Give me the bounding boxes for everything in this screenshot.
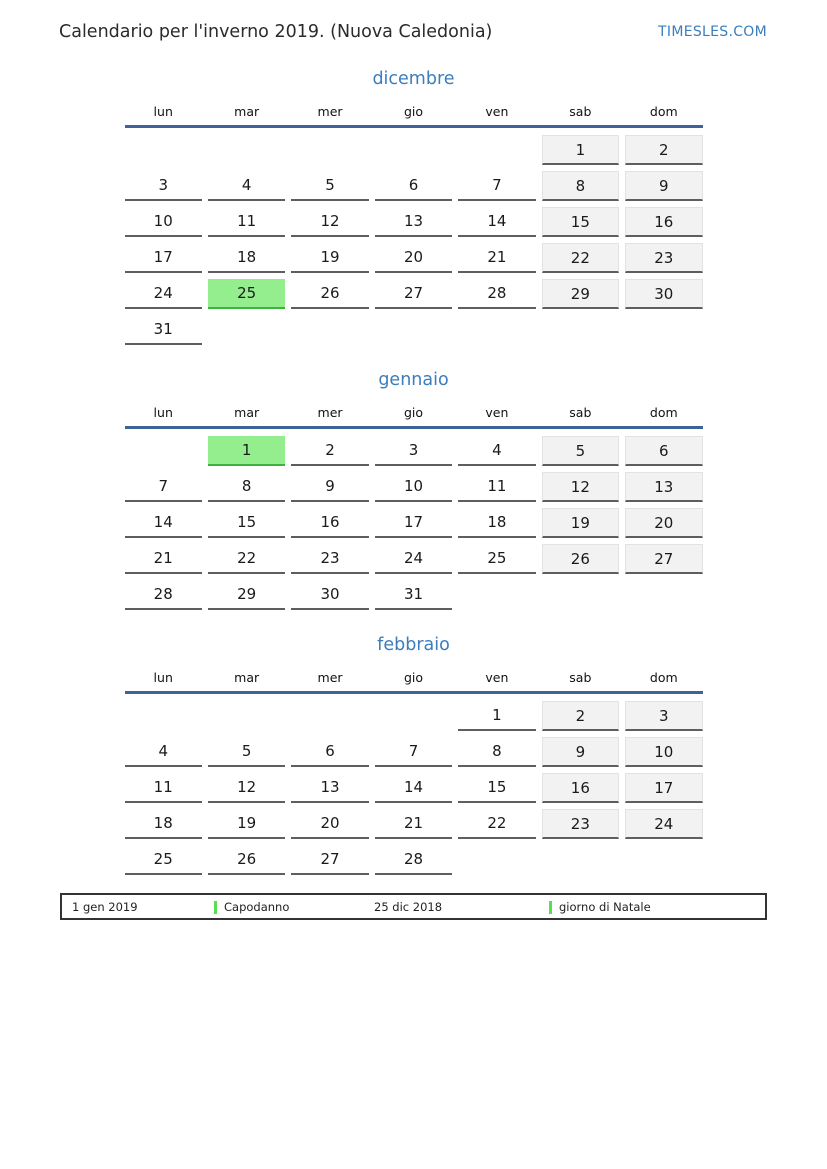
weekday-header: mer — [317, 405, 343, 420]
holiday-marker-icon — [214, 901, 217, 914]
weeks-grid — [125, 436, 703, 610]
day-cell: 14 — [458, 207, 535, 237]
day-cell: 2 — [625, 135, 702, 165]
weekday-header: sab — [569, 405, 592, 420]
day-cell: 12 — [542, 472, 619, 502]
day-cell: 12 — [291, 207, 368, 237]
day-cell-empty — [458, 135, 535, 165]
day-cell: 27 — [625, 544, 702, 574]
weekday-header: mar — [234, 104, 260, 119]
day-cell: 5 — [291, 171, 368, 201]
day-cell-empty — [542, 845, 619, 875]
day-cell-empty — [208, 701, 285, 731]
day-cell: 13 — [291, 773, 368, 803]
page-title: Calendario per l'inverno 2019. (Nuova Caledonia) — [59, 22, 493, 42]
day-cell: 16 — [291, 508, 368, 538]
day-cell: 5 — [208, 737, 285, 767]
day-cell: 24 — [375, 544, 452, 574]
day-cell: 12 — [208, 773, 285, 803]
weekday-header: ven — [485, 104, 509, 119]
weekday-header: ven — [485, 405, 509, 420]
day-cell: 19 — [291, 243, 368, 273]
day-cell: 24 — [125, 279, 202, 309]
week-row — [125, 737, 703, 767]
weekday-header: mar — [234, 670, 260, 685]
legend-entry — [214, 900, 374, 914]
weekday-header: ven — [485, 670, 509, 685]
week-row — [125, 809, 703, 839]
weekday-header: gio — [403, 405, 424, 420]
day-cell: 11 — [208, 207, 285, 237]
day-cell: 4 — [458, 436, 535, 466]
day-cell-empty — [625, 315, 702, 345]
week-row — [125, 207, 703, 237]
day-cell: 21 — [125, 544, 202, 574]
day-cell-empty — [291, 135, 368, 165]
day-cell: 26 — [291, 279, 368, 309]
day-cell: 20 — [625, 508, 702, 538]
month-section-gennaio — [125, 369, 703, 610]
day-cell: 22 — [208, 544, 285, 574]
day-cell: 19 — [208, 809, 285, 839]
week-row — [125, 472, 703, 502]
weekday-header: lun — [153, 104, 173, 119]
day-cell: 2 — [291, 436, 368, 466]
day-cell: 11 — [458, 472, 535, 502]
weeks-grid — [125, 701, 703, 875]
weekday-header: mar — [234, 405, 260, 420]
day-cell: 18 — [458, 508, 535, 538]
day-cell: 6 — [625, 436, 702, 466]
day-cell-empty — [458, 315, 535, 345]
day-cell: 9 — [625, 171, 702, 201]
day-cell: 21 — [458, 243, 535, 273]
day-cell: 25 — [458, 544, 535, 574]
day-cell: 22 — [458, 809, 535, 839]
day-cell: 9 — [542, 737, 619, 767]
day-cell: 26 — [542, 544, 619, 574]
week-row — [125, 544, 703, 574]
day-cell: 11 — [125, 773, 202, 803]
day-cell-empty — [542, 580, 619, 610]
weekday-header: dom — [649, 670, 678, 685]
day-cell: 18 — [208, 243, 285, 273]
site-link[interactable]: TIMESLES.COM — [658, 24, 767, 40]
month-section-febbraio — [125, 634, 703, 875]
day-cell: 14 — [125, 508, 202, 538]
legend-label: giorno di Natale — [559, 899, 651, 914]
day-cell: 15 — [542, 207, 619, 237]
week-row — [125, 171, 703, 201]
day-cell-empty — [458, 580, 535, 610]
header-divider-line — [125, 426, 703, 429]
day-cell: 22 — [542, 243, 619, 273]
day-cell-empty — [291, 315, 368, 345]
weekday-header: mer — [317, 104, 343, 119]
day-cell: 8 — [208, 472, 285, 502]
day-cell: 9 — [291, 472, 368, 502]
day-cell: 27 — [291, 845, 368, 875]
day-cell: 3 — [125, 171, 202, 201]
header-divider-line — [125, 125, 703, 128]
week-row — [125, 315, 703, 345]
holiday-marker-icon — [549, 901, 552, 914]
weekday-header: sab — [569, 104, 592, 119]
legend-box — [60, 893, 767, 920]
day-cell-empty — [291, 701, 368, 731]
day-cell-empty — [625, 580, 702, 610]
day-cell: 14 — [375, 773, 452, 803]
day-cell: 10 — [625, 737, 702, 767]
week-row — [125, 701, 703, 731]
day-cell-empty — [125, 135, 202, 165]
weekday-header: dom — [649, 405, 678, 420]
week-row — [125, 135, 703, 165]
legend-row — [62, 895, 765, 918]
month-title: dicembre — [372, 69, 455, 89]
day-cell: 13 — [375, 207, 452, 237]
day-cell: 20 — [291, 809, 368, 839]
day-cell: 2 — [542, 701, 619, 731]
day-cell: 28 — [458, 279, 535, 309]
week-row — [125, 580, 703, 610]
week-row — [125, 773, 703, 803]
week-row — [125, 279, 703, 309]
day-cell: 30 — [625, 279, 702, 309]
legend-label: Capodanno — [224, 899, 290, 914]
weekday-row — [125, 669, 703, 687]
day-cell: 24 — [625, 809, 702, 839]
day-cell-empty — [458, 845, 535, 875]
day-cell: 17 — [375, 508, 452, 538]
day-cell: 20 — [375, 243, 452, 273]
day-cell-empty — [542, 315, 619, 345]
day-cell: 31 — [375, 580, 452, 610]
day-cell: 18 — [125, 809, 202, 839]
day-cell-empty — [375, 701, 452, 731]
day-cell: 19 — [542, 508, 619, 538]
day-cell: 1 — [542, 135, 619, 165]
day-cell: 23 — [542, 809, 619, 839]
day-cell: 13 — [625, 472, 702, 502]
day-cell: 5 — [542, 436, 619, 466]
day-cell: 15 — [208, 508, 285, 538]
month-title: febbraio — [377, 635, 450, 655]
top-header — [0, 0, 827, 44]
day-cell: 10 — [375, 472, 452, 502]
day-cell: 25 — [125, 845, 202, 875]
day-cell: 7 — [458, 171, 535, 201]
day-cell: 29 — [208, 580, 285, 610]
week-row — [125, 436, 703, 466]
weekday-header: lun — [153, 670, 173, 685]
day-cell: 16 — [625, 207, 702, 237]
month-title: gennaio — [378, 370, 449, 390]
day-cell: 23 — [291, 544, 368, 574]
weekday-header: lun — [153, 405, 173, 420]
weekday-header: gio — [403, 104, 424, 119]
header-divider-line — [125, 691, 703, 694]
day-cell: 4 — [125, 737, 202, 767]
weekday-header: dom — [649, 104, 678, 119]
day-cell: 3 — [375, 436, 452, 466]
day-cell: 7 — [375, 737, 452, 767]
day-cell: 23 — [625, 243, 702, 273]
day-cell-holiday: 25 — [208, 279, 285, 309]
day-cell: 27 — [375, 279, 452, 309]
day-cell-empty — [625, 845, 702, 875]
day-cell-empty — [208, 135, 285, 165]
week-row — [125, 243, 703, 273]
day-cell: 31 — [125, 315, 202, 345]
weekday-header: mer — [317, 670, 343, 685]
legend-entry — [549, 900, 765, 914]
weekday-header: gio — [403, 670, 424, 685]
day-cell-empty — [375, 135, 452, 165]
day-cell: 10 — [125, 207, 202, 237]
week-row — [125, 845, 703, 875]
weekday-row — [125, 404, 703, 422]
day-cell: 1 — [458, 701, 535, 731]
weekday-row — [125, 103, 703, 121]
day-cell: 8 — [542, 171, 619, 201]
day-cell: 17 — [625, 773, 702, 803]
day-cell: 21 — [375, 809, 452, 839]
day-cell: 7 — [125, 472, 202, 502]
week-row — [125, 508, 703, 538]
day-cell: 8 — [458, 737, 535, 767]
day-cell: 15 — [458, 773, 535, 803]
weeks-grid — [125, 135, 703, 345]
legend-date: 25 dic 2018 — [374, 899, 443, 914]
day-cell-empty — [125, 701, 202, 731]
day-cell: 28 — [375, 845, 452, 875]
month-section-dicembre — [125, 68, 703, 345]
day-cell-empty — [125, 436, 202, 466]
day-cell: 16 — [542, 773, 619, 803]
day-cell-holiday: 1 — [208, 436, 285, 466]
legend-date: 1 gen 2019 — [72, 899, 138, 914]
day-cell: 4 — [208, 171, 285, 201]
day-cell: 6 — [291, 737, 368, 767]
day-cell: 3 — [625, 701, 702, 731]
day-cell: 30 — [291, 580, 368, 610]
day-cell-empty — [208, 315, 285, 345]
day-cell: 26 — [208, 845, 285, 875]
day-cell: 29 — [542, 279, 619, 309]
day-cell: 6 — [375, 171, 452, 201]
weekday-header: sab — [569, 670, 592, 685]
day-cell: 17 — [125, 243, 202, 273]
day-cell: 28 — [125, 580, 202, 610]
day-cell-empty — [375, 315, 452, 345]
